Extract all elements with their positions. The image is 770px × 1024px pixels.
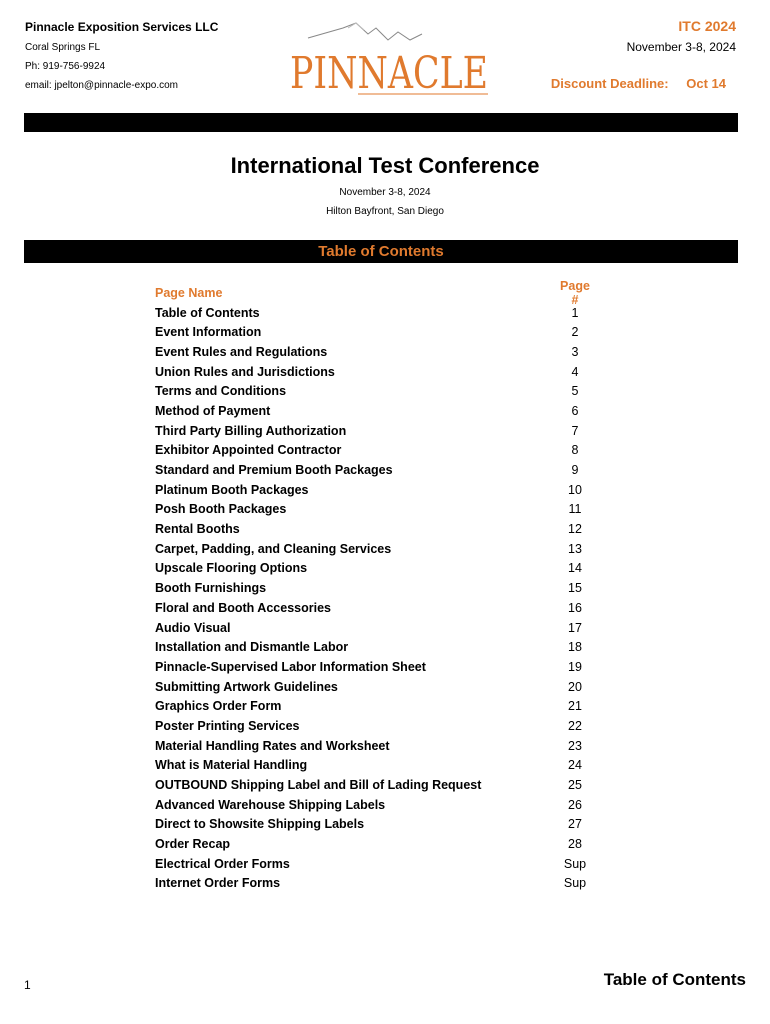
toc-row <box>155 441 595 461</box>
toc-row <box>155 736 595 756</box>
toc-row <box>155 716 595 736</box>
toc-entry-page: 15 <box>568 581 582 596</box>
toc-row <box>155 795 595 815</box>
toc-entry-name: Rental Booths <box>155 522 240 537</box>
toc-entry-page: 26 <box>568 797 582 812</box>
toc-entry-name: Floral and Booth Accessories <box>155 600 331 615</box>
toc-entry-page: 11 <box>568 502 582 517</box>
toc-entry-page: 10 <box>568 482 582 497</box>
toc-row <box>155 657 595 677</box>
toc-entry-page: 1 <box>571 305 579 320</box>
toc-row <box>155 874 595 894</box>
toc-entry-page: 4 <box>571 364 579 379</box>
toc-entry-name: Standard and Premium Booth Packages <box>155 463 393 478</box>
toc-entry-page: 16 <box>568 600 582 615</box>
toc-table <box>155 278 595 893</box>
toc-row <box>155 677 595 697</box>
toc-entry-name: Event Rules and Regulations <box>155 344 328 359</box>
toc-row <box>155 696 595 716</box>
toc-entry-page: 25 <box>568 778 582 793</box>
toc-entry-name: OUTBOUND Shipping Label and Bill of Lading Request <box>155 778 482 793</box>
toc-entry-name: Pinnacle-Supervised Labor Information Sheet <box>155 659 426 674</box>
toc-row <box>155 559 595 579</box>
toc-entry-name: Method of Payment <box>155 403 271 418</box>
toc-row <box>155 539 595 559</box>
toc-entry-name: Internet Order Forms <box>155 876 281 891</box>
event-code: ITC 2024 <box>678 18 736 34</box>
section-title-bar: Table of Contents <box>24 240 738 263</box>
toc-header-row <box>155 278 595 307</box>
toc-entry-name: What is Material Handling <box>155 758 308 773</box>
toc-row <box>155 460 595 480</box>
toc-entry-name: Order Recap <box>155 837 231 852</box>
toc-entry-page: 23 <box>568 738 582 753</box>
company-city: Coral Springs FL <box>25 42 101 53</box>
page-number: 1 <box>24 978 31 992</box>
toc-entry-name: Event Information <box>155 325 262 340</box>
toc-entry-page: 14 <box>568 561 582 576</box>
company-name: Pinnacle Exposition Services LLC <box>25 20 219 34</box>
toc-entry-name: Poster Printing Services <box>155 718 300 733</box>
toc-entry-page: 8 <box>571 443 579 458</box>
toc-entry-page: 6 <box>571 403 579 418</box>
toc-entry-page: 2 <box>571 325 579 340</box>
toc-entry-name: Table of Contents <box>155 305 260 320</box>
toc-row <box>155 598 595 618</box>
toc-row <box>155 854 595 874</box>
toc-entry-name: Carpet, Padding, and Cleaning Services <box>155 541 392 556</box>
toc-entry-name: Advanced Warehouse Shipping Labels <box>155 797 386 812</box>
toc-entry-name: Platinum Booth Packages <box>155 482 309 497</box>
toc-row <box>155 815 595 835</box>
toc-row <box>155 480 595 500</box>
toc-entry-name: Posh Booth Packages <box>155 502 287 517</box>
header-divider-bar <box>24 113 738 132</box>
event-dates: November 3-8, 2024 <box>339 187 431 198</box>
pinnacle-logo <box>288 18 493 98</box>
toc-entry-name: Upscale Flooring Options <box>155 561 308 576</box>
toc-entry-name: Audio Visual <box>155 620 231 635</box>
toc-row <box>155 381 595 401</box>
toc-entry-name: Installation and Dismantle Labor <box>155 640 349 655</box>
toc-entry-name: Electrical Order Forms <box>155 856 290 871</box>
toc-entry-name: Direct to Showsite Shipping Labels <box>155 817 365 832</box>
company-email: email: jpelton@pinnacle-expo.com <box>25 80 179 91</box>
toc-entry-page: 12 <box>568 522 582 537</box>
toc-entry-page: Sup <box>563 876 587 891</box>
toc-entry-page: 27 <box>568 817 582 832</box>
deadline-label: Discount Deadline: <box>550 76 669 91</box>
toc-col-page: Page # <box>560 278 590 307</box>
toc-entry-page: 21 <box>568 699 582 714</box>
toc-row <box>155 401 595 421</box>
logo-wordmark: PINNACLE <box>290 48 488 99</box>
toc-entry-name: Material Handling Rates and Worksheet <box>155 738 390 753</box>
toc-entry-page: 13 <box>568 541 582 556</box>
toc-entry-name: Third Party Billing Authorization <box>155 423 347 438</box>
toc-row <box>155 303 595 323</box>
page-title: International Test Conference <box>230 153 540 178</box>
toc-row <box>155 834 595 854</box>
toc-row <box>155 362 595 382</box>
toc-entry-name: Booth Furnishings <box>155 581 267 596</box>
toc-row <box>155 775 595 795</box>
toc-entry-page: 7 <box>571 423 579 438</box>
toc-entry-page: 24 <box>568 758 582 773</box>
discount-deadline <box>551 76 726 91</box>
toc-entry-page: 3 <box>571 344 579 359</box>
toc-row <box>155 637 595 657</box>
toc-row <box>155 756 595 776</box>
toc-row <box>155 618 595 638</box>
toc-entry-page: 5 <box>571 384 579 399</box>
footer-section-title: Table of Contents <box>603 970 746 989</box>
mountain-outline <box>308 23 422 40</box>
toc-row <box>155 500 595 520</box>
toc-entry-name: Union Rules and Jurisdictions <box>155 364 335 379</box>
toc-entry-page: 28 <box>568 837 582 852</box>
toc-row <box>155 578 595 598</box>
toc-entry-page: Sup <box>563 856 587 871</box>
toc-row <box>155 421 595 441</box>
mountain-snow <box>348 23 364 30</box>
toc-row <box>155 342 595 362</box>
event-dates-header: November 3-8, 2024 <box>626 40 736 54</box>
toc-entry-name: Graphics Order Form <box>155 699 282 714</box>
toc-entry-page: 19 <box>568 659 582 674</box>
toc-entry-name: Terms and Conditions <box>155 384 287 399</box>
company-phone: Ph: 919-756-9924 <box>25 61 106 72</box>
toc-col-name: Page Name <box>155 285 223 300</box>
toc-row <box>155 322 595 342</box>
toc-entry-page: 9 <box>571 463 579 478</box>
toc-entry-page: 18 <box>568 640 582 655</box>
event-venue: Hilton Bayfront, San Diego <box>326 206 444 217</box>
toc-entry-name: Submitting Artwork Guidelines <box>155 679 338 694</box>
toc-entry-page: 20 <box>568 679 582 694</box>
toc-row <box>155 519 595 539</box>
deadline-value: Oct 14 <box>686 76 726 91</box>
toc-entry-page: 17 <box>568 620 582 635</box>
toc-entry-name: Exhibitor Appointed Contractor <box>155 443 342 458</box>
toc-entry-page: 22 <box>568 718 582 733</box>
